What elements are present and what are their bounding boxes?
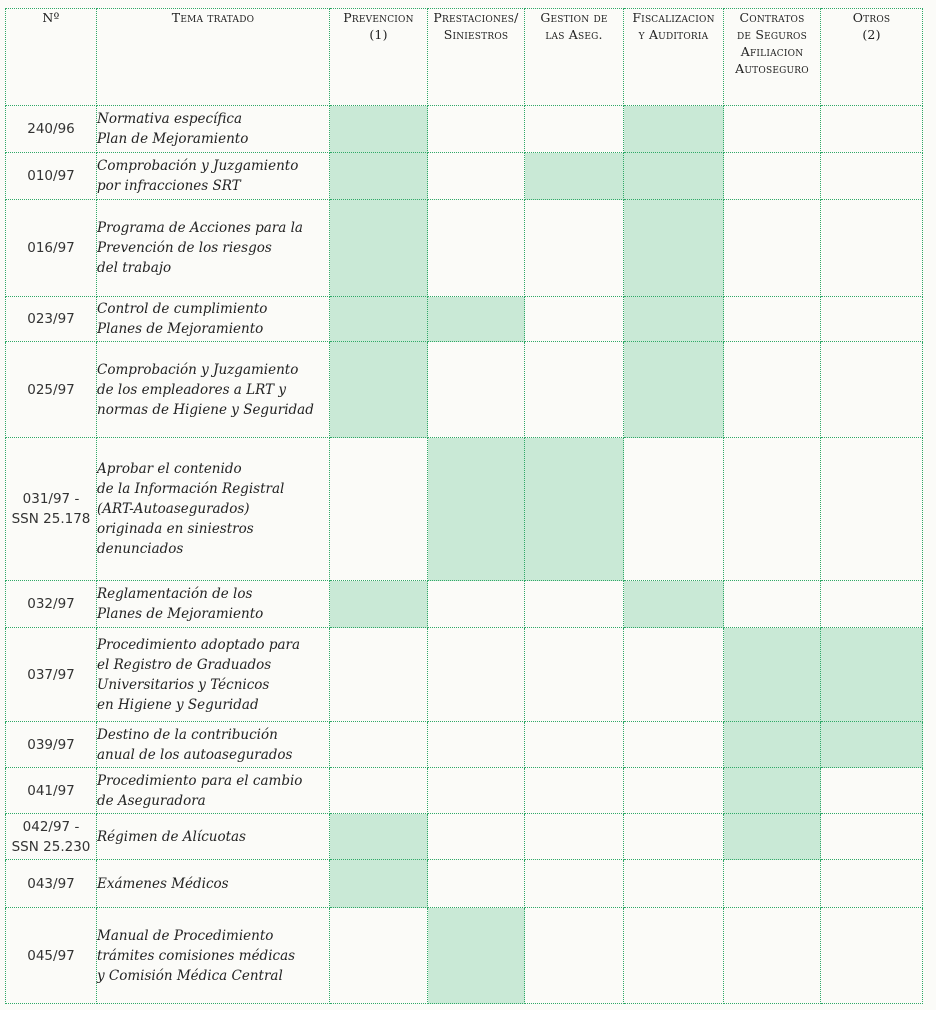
header-line: Siniestros xyxy=(443,27,509,42)
table-row xyxy=(6,153,923,200)
topic-line: (ART-Autoasegurados) xyxy=(97,501,250,517)
resolution-number-line: 010/97 xyxy=(27,168,75,184)
empty-cell xyxy=(525,342,624,438)
topic-line: Exámenes Médicos xyxy=(97,875,229,892)
resolution-number-line: 043/97 xyxy=(27,875,75,892)
empty-cell xyxy=(821,768,923,814)
header-line: Afiliacion xyxy=(740,44,804,59)
header-line: Prevencion xyxy=(343,10,414,25)
topic-text xyxy=(97,438,330,581)
topic-text xyxy=(97,860,330,908)
marked-cell xyxy=(330,153,428,200)
empty-cell xyxy=(724,908,821,1004)
topic-line: normas de Higiene y Seguridad xyxy=(97,401,314,418)
header-line: Gestion de xyxy=(540,10,608,25)
empty-cell xyxy=(821,106,923,153)
header-topic: Tema tratado xyxy=(97,9,330,106)
resolution-number xyxy=(6,814,97,860)
empty-cell xyxy=(525,908,624,1004)
marked-cell xyxy=(821,628,923,722)
header-line: Contratos xyxy=(739,10,805,25)
resolution-number-line: 042/97 - xyxy=(22,818,80,835)
empty-cell xyxy=(821,908,923,1004)
topic-line: Normativa específica xyxy=(97,111,242,127)
topic-line: Planes de Mejoramiento xyxy=(97,321,264,337)
empty-cell xyxy=(624,438,724,581)
resolution-number xyxy=(6,438,97,581)
header-row xyxy=(6,9,923,106)
empty-cell xyxy=(624,768,724,814)
empty-cell xyxy=(525,297,624,342)
empty-cell xyxy=(525,722,624,768)
marked-cell xyxy=(525,438,624,581)
topic-line: y Comisión Médica Central xyxy=(97,967,283,984)
topic-line: Planes de Mejoramiento xyxy=(97,606,264,622)
topic-line: el Registro de Graduados xyxy=(97,656,272,673)
empty-cell xyxy=(330,908,428,1004)
empty-cell xyxy=(428,722,525,768)
topic-line: Comprobación y Juzgamiento xyxy=(97,158,299,174)
resolution-number xyxy=(6,860,97,908)
topic-line: Programa de Acciones para la xyxy=(97,220,303,236)
empty-cell xyxy=(724,297,821,342)
topic-text xyxy=(97,200,330,297)
empty-cell xyxy=(330,768,428,814)
empty-cell xyxy=(428,768,525,814)
topic-line: Régimen de Alícuotas xyxy=(97,828,246,845)
empty-cell xyxy=(525,628,624,722)
empty-cell xyxy=(821,814,923,860)
resolution-number xyxy=(6,768,97,814)
resolution-number xyxy=(6,106,97,153)
resolution-number xyxy=(6,628,97,722)
marked-cell xyxy=(724,628,821,722)
marked-cell xyxy=(330,297,428,342)
header-fiscalizacion xyxy=(624,9,724,106)
topic-text xyxy=(97,768,330,814)
topic-text xyxy=(97,342,330,438)
resolution-number-line: 240/96 xyxy=(27,121,75,137)
empty-cell xyxy=(624,860,724,908)
topic-line: de la Información Registral xyxy=(97,481,285,497)
topic-line: anual de los autoasegurados xyxy=(97,746,293,763)
table-row xyxy=(6,438,923,581)
marked-cell xyxy=(525,153,624,200)
resolution-number-line: 045/97 xyxy=(27,947,75,964)
empty-cell xyxy=(428,628,525,722)
resolution-number xyxy=(6,342,97,438)
topic-line: denunciados xyxy=(97,541,184,557)
topic-text xyxy=(97,106,330,153)
topic-line: Plan de Mejoramiento xyxy=(97,131,249,147)
topic-line: trámites comisiones médicas xyxy=(97,947,296,964)
topic-line: del trabajo xyxy=(97,260,172,276)
empty-cell xyxy=(724,438,821,581)
resolution-number-line: 025/97 xyxy=(27,381,75,398)
marked-cell xyxy=(330,581,428,628)
topic-text xyxy=(97,581,330,628)
topic-text xyxy=(97,722,330,768)
topic-text xyxy=(97,814,330,860)
header-prestaciones xyxy=(428,9,525,106)
topic-line: en Higiene y Seguridad xyxy=(97,696,259,713)
empty-cell xyxy=(821,581,923,628)
marked-cell xyxy=(428,297,525,342)
resolution-number-line: 039/97 xyxy=(27,736,75,753)
topic-line: de Aseguradora xyxy=(97,792,206,809)
topic-line: Procedimiento para el cambio xyxy=(97,772,303,789)
empty-cell xyxy=(821,200,923,297)
marked-cell xyxy=(428,438,525,581)
topic-text xyxy=(97,628,330,722)
empty-cell xyxy=(428,860,525,908)
header-line: Otros xyxy=(852,10,891,25)
empty-cell xyxy=(821,438,923,581)
resolution-number xyxy=(6,200,97,297)
resolution-number xyxy=(6,153,97,200)
empty-cell xyxy=(724,106,821,153)
empty-cell xyxy=(724,581,821,628)
header-contratos xyxy=(724,9,821,106)
table-row xyxy=(6,908,923,1004)
header-gestion xyxy=(525,9,624,106)
header-line: Prestaciones/ xyxy=(433,10,519,25)
empty-cell xyxy=(724,200,821,297)
topic-text xyxy=(97,153,330,200)
topic-text xyxy=(97,908,330,1004)
empty-cell xyxy=(525,768,624,814)
marked-cell xyxy=(330,342,428,438)
topic-line: Manual de Procedimiento xyxy=(97,927,274,944)
topic-line: Aprobar el contenido xyxy=(97,461,242,477)
marked-cell xyxy=(624,581,724,628)
topic-line: Reglamentación de los xyxy=(97,586,253,602)
topic-line: por infracciones SRT xyxy=(97,178,241,194)
table-row xyxy=(6,342,923,438)
table-row xyxy=(6,581,923,628)
empty-cell xyxy=(724,342,821,438)
marked-cell xyxy=(624,297,724,342)
header-line: Fiscalizacion xyxy=(632,10,715,25)
empty-cell xyxy=(525,814,624,860)
empty-cell xyxy=(330,438,428,581)
header-line: las Aseg. xyxy=(545,27,603,42)
resolution-number xyxy=(6,581,97,628)
header-num: Nº xyxy=(6,9,97,106)
table-row xyxy=(6,200,923,297)
marked-cell xyxy=(724,722,821,768)
topic-line: Comprobación y Juzgamiento xyxy=(97,361,299,378)
empty-cell xyxy=(428,153,525,200)
empty-cell xyxy=(821,860,923,908)
marked-cell xyxy=(821,722,923,768)
topic-line: originada en siniestros xyxy=(97,521,254,537)
empty-cell xyxy=(525,581,624,628)
topic-text xyxy=(97,297,330,342)
empty-cell xyxy=(724,153,821,200)
topic-line: Universitarios y Técnicos xyxy=(97,676,270,693)
table-row xyxy=(6,628,923,722)
resolution-number-line: 032/97 xyxy=(27,596,75,612)
empty-cell xyxy=(821,153,923,200)
header-line: y Auditoria xyxy=(638,27,709,42)
header-line: de Seguros xyxy=(737,27,807,42)
marked-cell xyxy=(624,342,724,438)
empty-cell xyxy=(428,814,525,860)
empty-cell xyxy=(525,860,624,908)
resolution-number-line: SSN 25.178 xyxy=(11,511,91,527)
marked-cell xyxy=(330,860,428,908)
marked-cell xyxy=(330,106,428,153)
topic-line: Prevención de los riesgos xyxy=(97,240,272,256)
empty-cell xyxy=(330,722,428,768)
resolution-number xyxy=(6,908,97,1004)
empty-cell xyxy=(525,200,624,297)
resolution-number-line: 037/97 xyxy=(27,666,75,683)
topic-line: Procedimiento adoptado para xyxy=(97,636,301,653)
marked-cell xyxy=(724,814,821,860)
table-row xyxy=(6,768,923,814)
table-row xyxy=(6,106,923,153)
empty-cell xyxy=(624,722,724,768)
resolution-number-line: 031/97 - xyxy=(22,491,80,507)
marked-cell xyxy=(330,200,428,297)
empty-cell xyxy=(624,628,724,722)
table-row xyxy=(6,297,923,342)
resolution-number xyxy=(6,297,97,342)
marked-cell xyxy=(724,768,821,814)
resolution-number-line: 023/97 xyxy=(27,311,75,327)
marked-cell xyxy=(624,153,724,200)
marked-cell xyxy=(624,200,724,297)
marked-cell xyxy=(624,106,724,153)
empty-cell xyxy=(724,860,821,908)
empty-cell xyxy=(428,342,525,438)
table-body xyxy=(6,106,923,1004)
resolution-number-line: 016/97 xyxy=(27,240,75,256)
table-row xyxy=(6,814,923,860)
empty-cell xyxy=(428,581,525,628)
empty-cell xyxy=(428,106,525,153)
empty-cell xyxy=(428,200,525,297)
header-line: (2) xyxy=(862,27,881,42)
empty-cell xyxy=(624,814,724,860)
table-row xyxy=(6,722,923,768)
header-line: Autoseguro xyxy=(735,61,809,76)
header-prevencion xyxy=(330,9,428,106)
marked-cell xyxy=(330,814,428,860)
table-row xyxy=(6,860,923,908)
empty-cell xyxy=(624,908,724,1004)
empty-cell xyxy=(525,106,624,153)
empty-cell xyxy=(821,342,923,438)
header-otros xyxy=(821,9,923,106)
empty-cell xyxy=(821,297,923,342)
topic-line: de los empleadores a LRT y xyxy=(97,381,286,398)
empty-cell xyxy=(330,628,428,722)
header-line: (1) xyxy=(369,27,388,42)
topic-line: Control de cumplimiento xyxy=(97,301,268,317)
resolution-number-line: 041/97 xyxy=(27,782,75,799)
resolutions-matrix xyxy=(5,8,923,1004)
resolution-number-line: SSN 25.230 xyxy=(11,838,91,855)
topic-line: Destino de la contribución xyxy=(97,726,278,743)
marked-cell xyxy=(428,908,525,1004)
resolution-number xyxy=(6,722,97,768)
